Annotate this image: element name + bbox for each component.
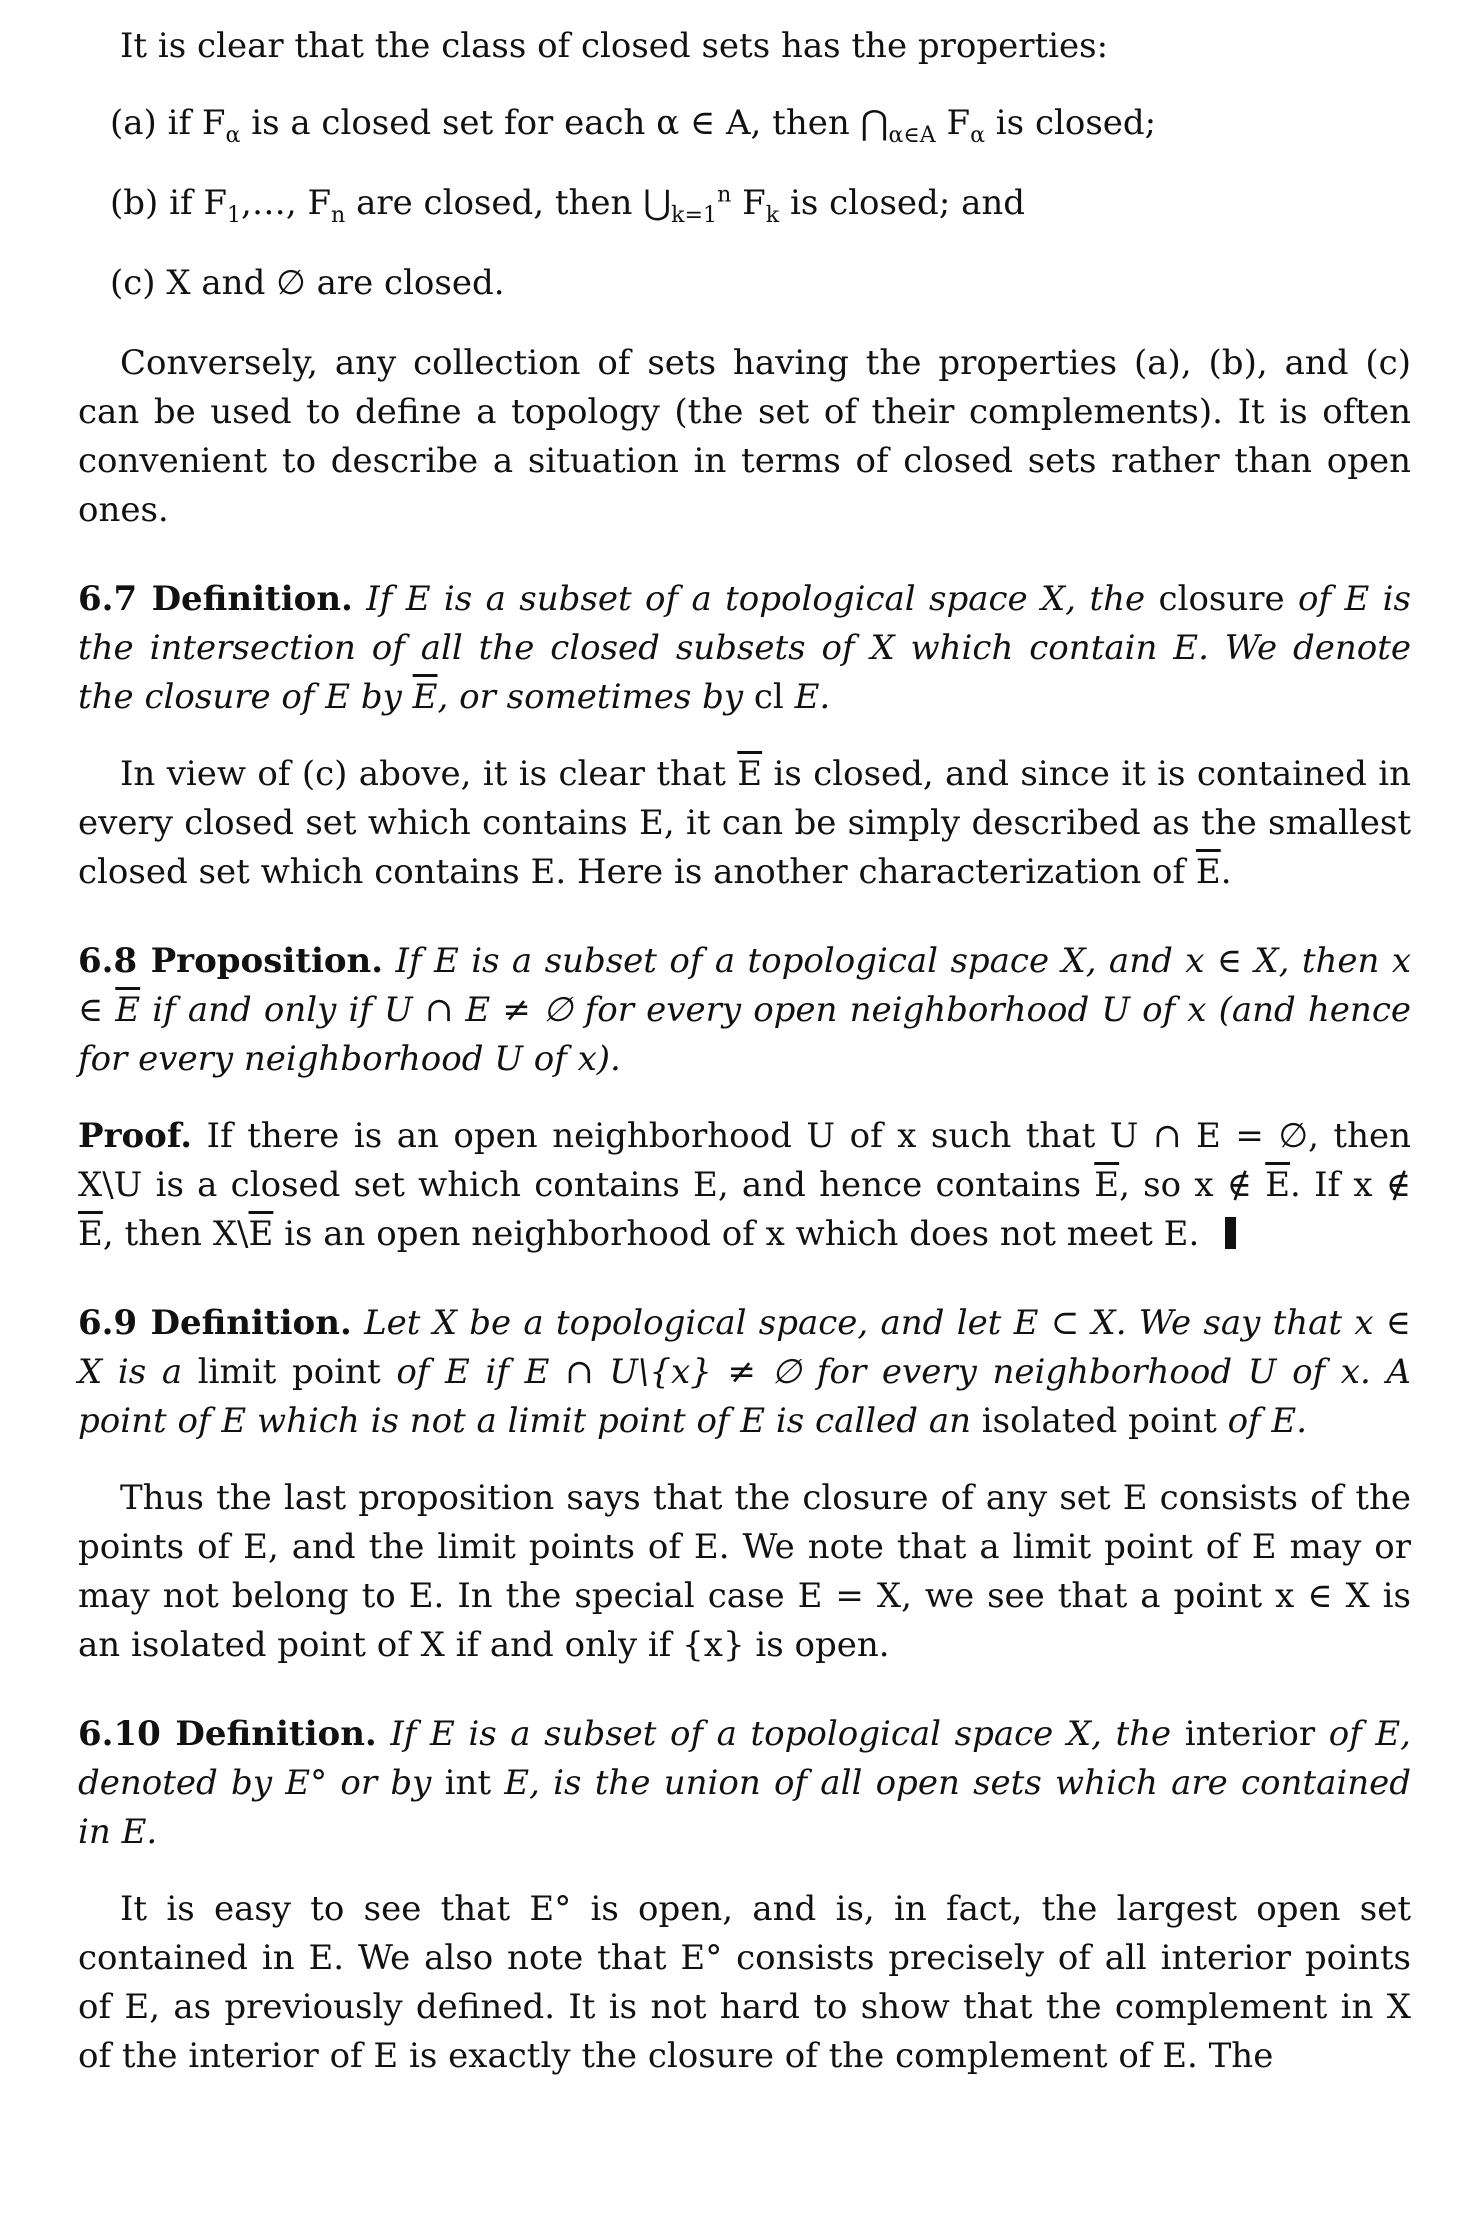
paragraph-easy: It is easy to see that E° is open, and is, in fact, the largest open set contained in E. We also note that E° consists precisely of all interior points of E, as previously defined. It is not hard to show that the complement in X of the interior of E is exactly the closure of the complement of E. The [78,1889,1411,2076]
proposition-6-8: 6.8 Proposition. If E is a subset of a topological space X, and x ∈ X, then x ∈ $\overline{E}$ if and only if U ∩ E ≠ ∅ for every open neighborhood U of x (and hence for every neighborhood U of x). [78,941,1412,1079]
proposition-label: 6.8 Proposition. [78,941,384,981]
property-a: (a) if $F_\alpha$ is a closed set for each α ∈ A, then $⋂_{\alpha\in A}$ $F_\alpha$ is closed; [110,103,1157,148]
paragraph-in-view: In view of (c) above, it is clear that $\overline{E}$ is closed, and since it is contained in every closed set which contains E, it can be simply described as the smallest closed set which contains E. Here is another characterization of $\overline{E}$. [78,754,1411,892]
definition-6-7: 6.7 Definition. If E is a subset of a topological space X, the closure of E is the intersection of all the closed subsets of X which contain E. We denote the closure of E by $\overline{E}$, or sometimes by cl E. [78,579,1411,717]
definition-6-10: 6.10 Definition. If E is a subset of a topological space X, the interior of E, denoted by E° or by int E, is the union of all open sets which are contained in E. [78,1714,1412,1852]
definition-6-9: 6.9 Definition. Let X be a topological space, and let E ⊂ X. We say that x ∈ X is a limit point of E if E ∩ U\{x} ≠ ∅ for every neighborhood U of x. A point of E which is not a limit point of E is called an isolated point of E. [78,1303,1411,1441]
intro-text: It is clear that the class of closed sets has the properties: [120,26,1109,66]
paragraph-conversely: Conversely, any collection of sets having the properties (a), (b), and (c) can be used to define a topology (the set of their complements). It is often convenient to describe a situation in terms of closed sets rather than open ones. [78,343,1411,530]
definition-label: 6.9 Definition. [78,1303,352,1343]
property-c: (c) X and ∅ are closed. [110,263,505,303]
definition-label: 6.7 Definition. [78,579,353,619]
proof-label: Proof. [78,1116,193,1156]
definition-label: 6.10 Definition. [78,1714,377,1754]
paragraph-thus: Thus the last proposition says that the closure of any set E consists of the points of E, and the limit points of E. We note that a limit point of E may or may not belong to E. In the special case E = X, we see that a point x ∈ X is an isolated point of X if and only if {x} is open. [78,1478,1411,1665]
property-b: (b) if $F_1,\dots$, $F_n$ are closed, then $⋃_{k=1}^n$ $F_k$ is closed; and [110,181,1026,228]
proof: Proof. If there is an open neighborhood U of x such that U ∩ E = ∅, then X\U is a closed set which contains E, and hence contains $\overline{E}$, so x ∉ $\overline{E}$. If x ∉ $\overline{E}$, then $X\backslash\overline{E}$ is an open neighborhood of x which does not meet E. [78,1116,1412,1254]
qed-symbol [1225,1217,1236,1249]
